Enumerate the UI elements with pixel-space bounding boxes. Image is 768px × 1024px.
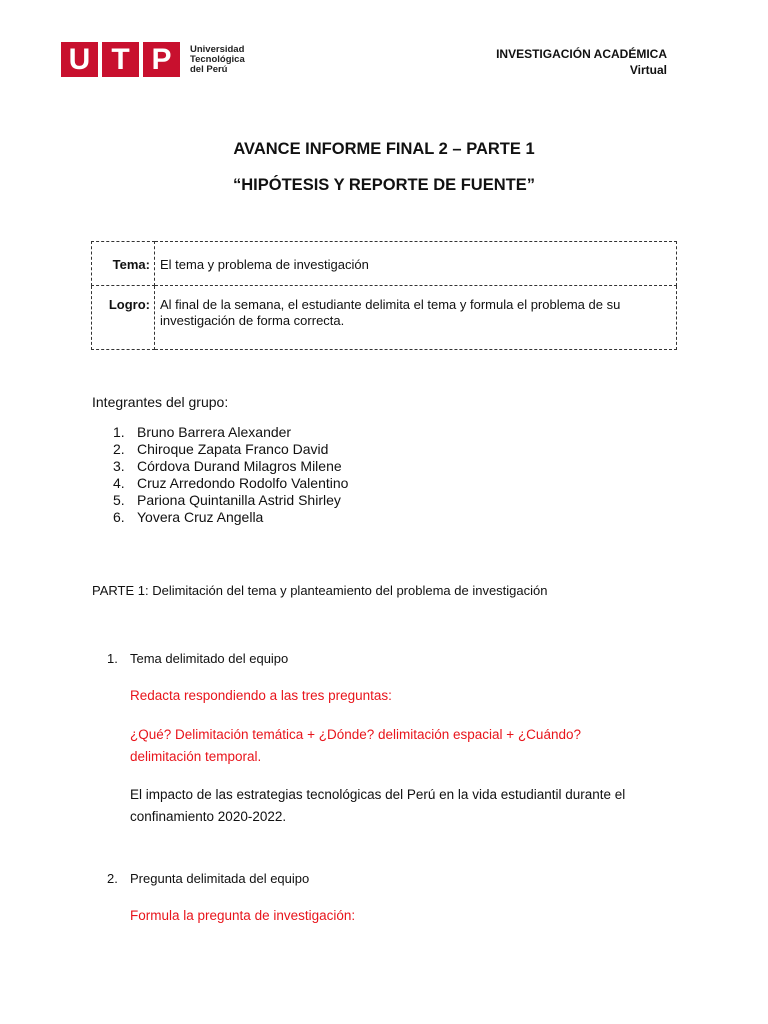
document-subtitle: “HIPÓTESIS Y REPORTE DE FUENTE” — [233, 176, 535, 194]
logro-label: Logro: — [108, 297, 150, 312]
logo-letter-u: U — [61, 42, 98, 77]
logro-value: Al final de la semana, el estudiante delimita el tema y formula el problema de su investigación de forma correcta. — [160, 297, 621, 328]
table-row-tema — [92, 242, 677, 286]
list-item: 4. Cruz Arredondo Rodolfo Valentino — [113, 475, 349, 491]
document-title: AVANCE INFORME FINAL 2 – PARTE 1 — [233, 140, 535, 158]
course-header — [496, 46, 667, 78]
course-modality: Virtual — [629, 63, 667, 77]
section2-instruction: Formula la pregunta de investigación: — [130, 908, 356, 923]
course-name: INVESTIGACIÓN ACADÉMICA — [496, 47, 667, 61]
list-item: 2. Chiroque Zapata Franco David — [113, 441, 329, 457]
members-title: Integrantes del grupo: — [92, 394, 229, 410]
part1-heading: PARTE 1: Delimitación del tema y planteamiento del problema de investigación — [92, 583, 548, 598]
list-item: 6. Yovera Cruz Angella — [113, 509, 264, 525]
member-name: Pariona Quintanilla Astrid Shirley — [137, 492, 341, 508]
section1-instruction: Redacta respondiendo a las tres preguntas: — [130, 688, 392, 703]
list-item: 5. Pariona Quintanilla Astrid Shirley — [113, 492, 341, 508]
info-table — [91, 241, 677, 350]
list-item: 3. Córdova Durand Milagros Milene — [113, 458, 342, 474]
member-name: Chiroque Zapata Franco David — [137, 441, 329, 457]
logo-letter-p: P — [143, 42, 180, 77]
section1-answer: El impacto de las estrategias tecnológicas del Perú en la vida estudiantil durante el confinamiento 2020-2022. — [130, 787, 626, 824]
member-name: Cruz Arredondo Rodolfo Valentino — [137, 475, 349, 491]
section1-number: 1. — [107, 651, 118, 666]
utp-logo — [61, 42, 245, 77]
tema-value: El tema y problema de investigación — [160, 257, 369, 272]
tema-label: Tema: — [112, 257, 150, 272]
member-name: Bruno Barrera Alexander — [137, 424, 292, 440]
logo-university-name: Universidad Tecnológica del Perú — [190, 43, 245, 75]
section2-title: Pregunta delimitada del equipo — [130, 871, 310, 886]
member-name: Córdova Durand Milagros Milene — [137, 458, 342, 474]
section2-number: 2. — [107, 871, 118, 886]
members-list — [113, 424, 348, 526]
list-item: 1. Bruno Barrera Alexander — [113, 424, 292, 440]
logo-letter-t: T — [102, 42, 139, 77]
member-name: Yovera Cruz Angella — [137, 509, 264, 525]
section1-instruction-detail: ¿Qué? Delimitación temática + ¿Dónde? delimitación espacial + ¿Cuándo? delimitación temporal. — [130, 727, 581, 764]
section1-title: Tema delimitado del equipo — [130, 651, 289, 666]
table-row-logro — [92, 286, 677, 350]
